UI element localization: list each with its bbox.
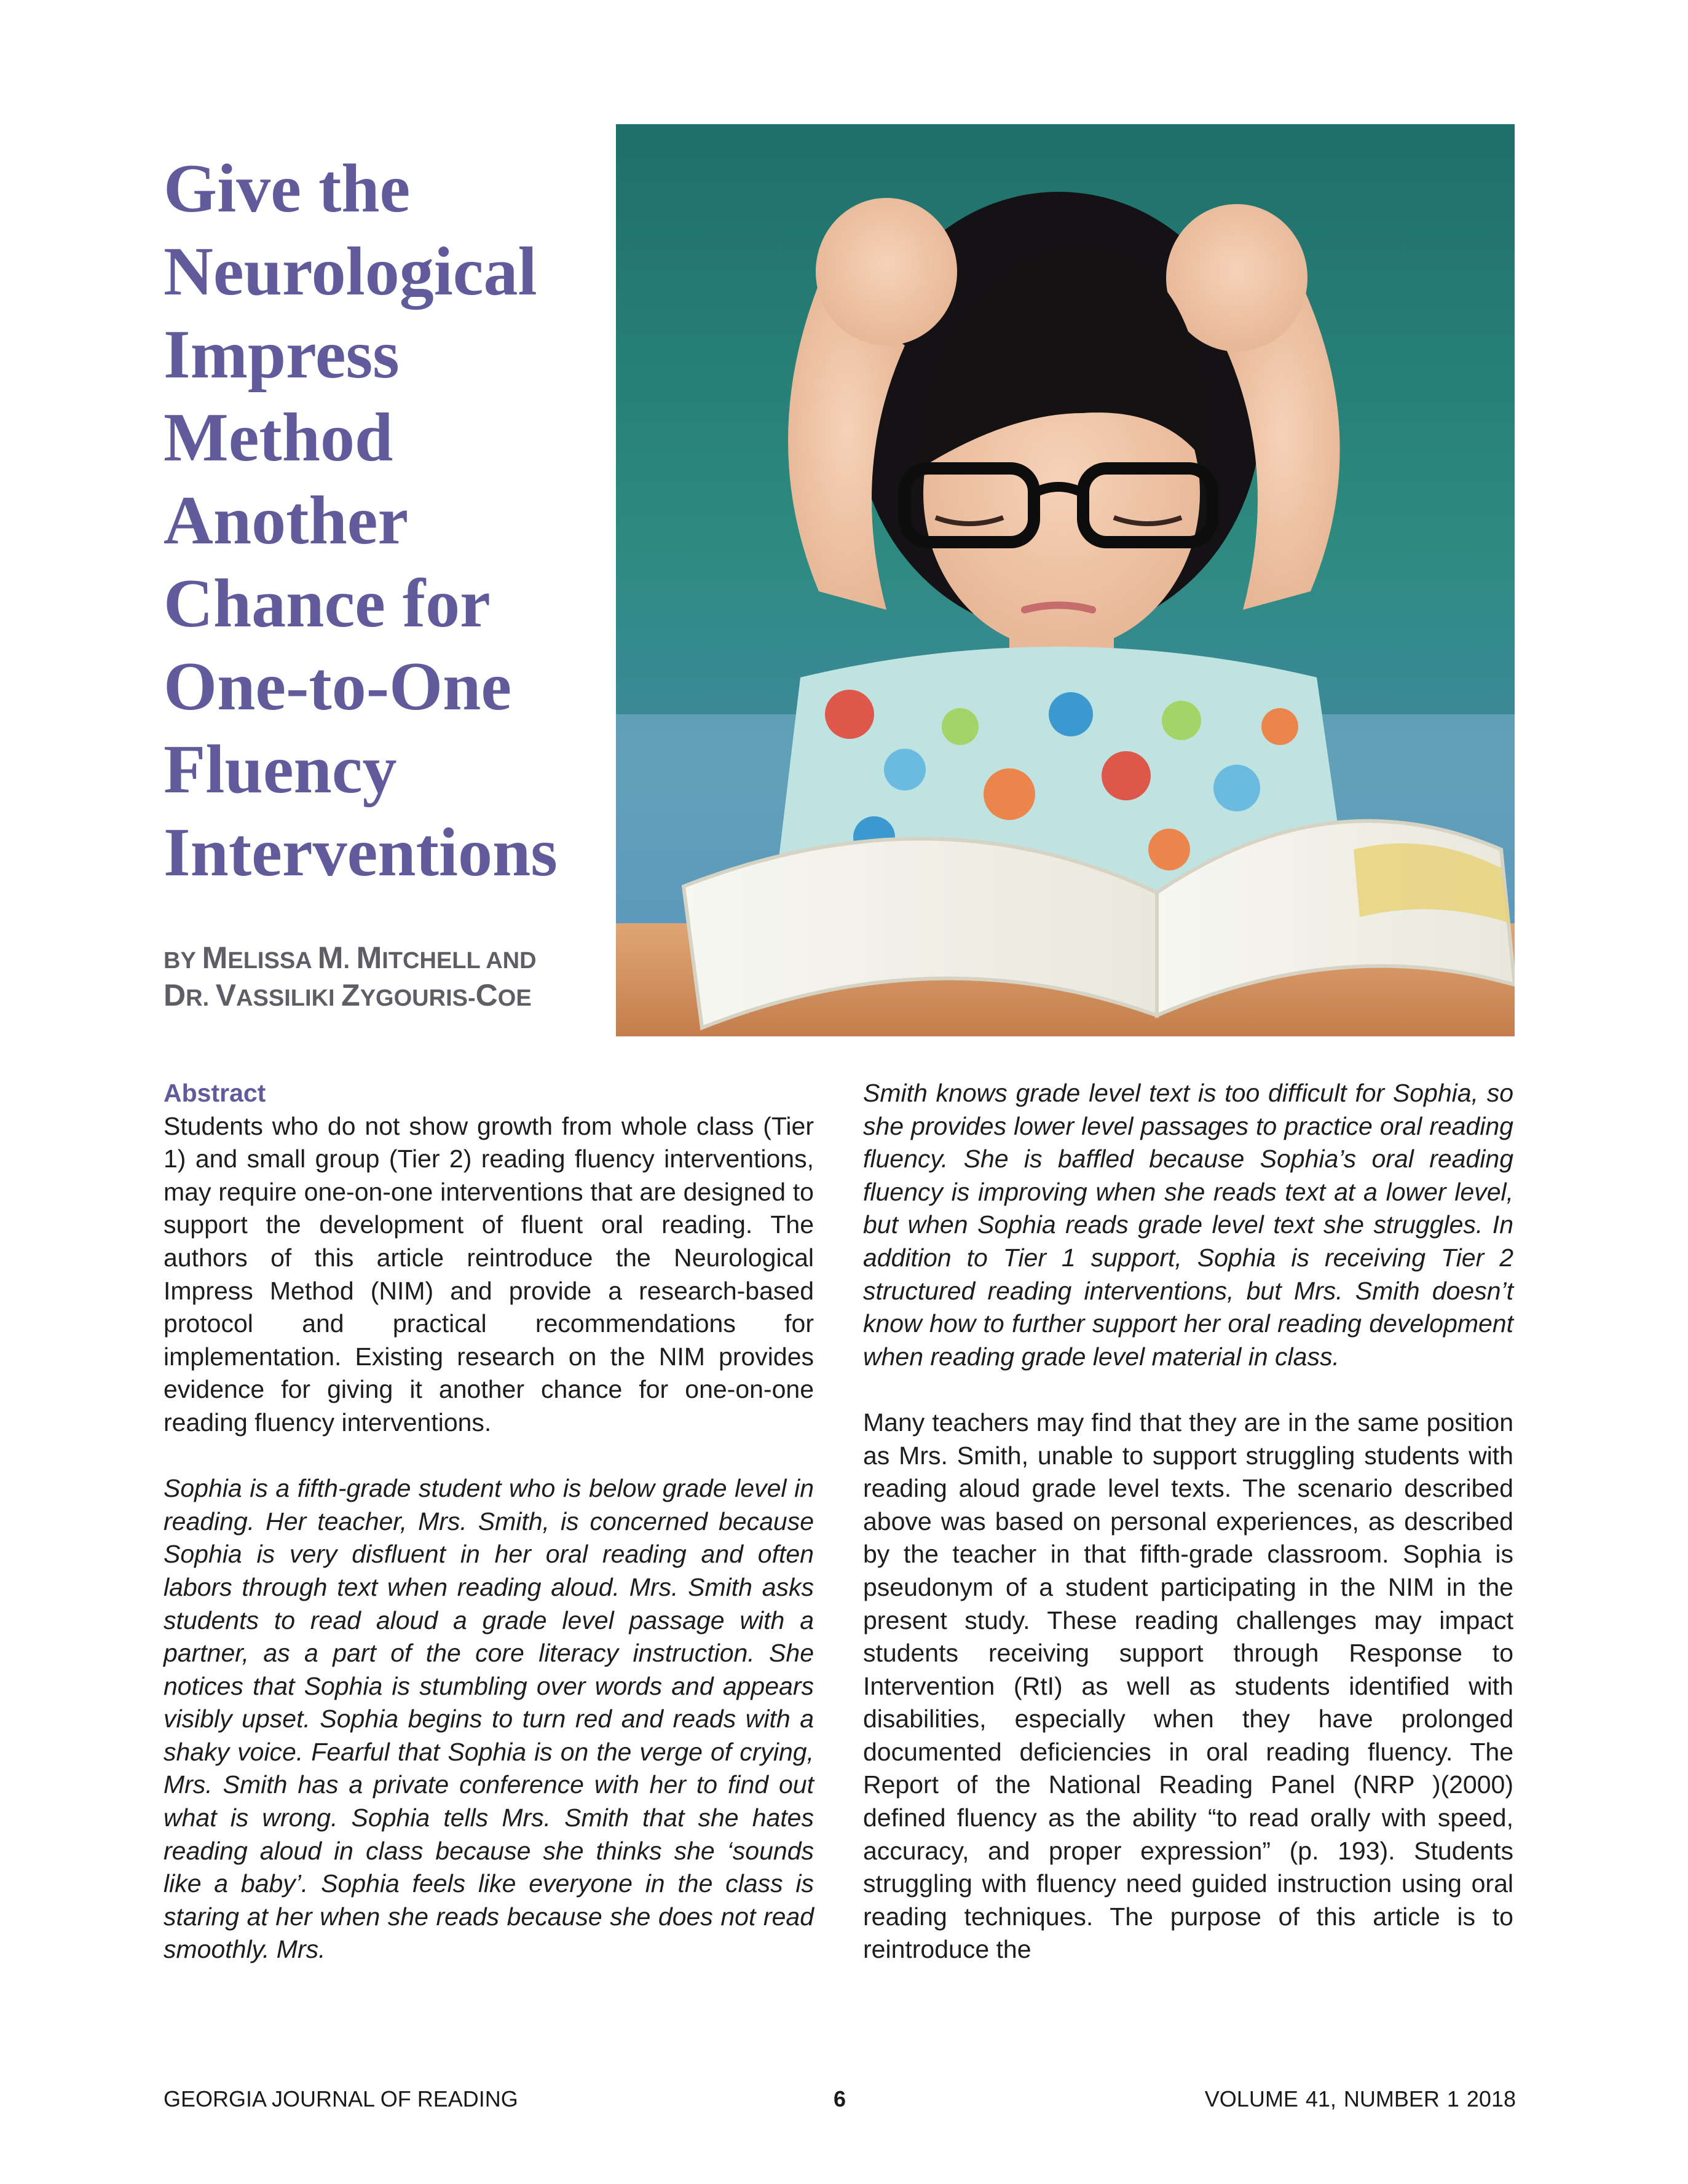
author-byline (164, 940, 631, 1015)
title-line: Method (164, 400, 393, 476)
vignette-paragraph: Sophia is a fifth-grade student who is below grade level in reading. Her teacher, Mrs. Smith, is concerned because Sophia is very disfluent in her oral reading and often labors through text when reading aloud. Mrs. Smith asks students to read aloud a grade level passage with a partner, as a part of the core literacy instruction. She notices that Sophia is stumbling over words and appears visibly upset. Sophia begins to turn red and reads with a shaky voice. Fearful that Sophia is on the verge of crying, Mrs. Smith has a private conference with her to find out what is wrong. Sophia tells Mrs. Smith that she hates reading aloud in class because she thinks she ‘sounds like a baby’. Sophia feels like everyone in the class is staring at her when she reads because she does not read smoothly. Mrs. (164, 1474, 814, 1964)
body-paragraph: Many teachers may find that they are in the same position as Mrs. Smith, unable to support struggling students with reading aloud grade level texts. The scenario described above was based on personal experiences, as described by the teacher in that fifth-grade classroom. Sophia is pseudonym of a student participating in the NIM in the present study. These reading challenges may impact students receiving support through Response to Intervention (RtI) as well as students identified with disabilities, especially when they have prolonged documented deficiencies in oral reading fluency. The Report of the National Reading Panel (NRP )(2000) defined fluency as the ability “to read orally with speed, accuracy, and proper expression” (p. 193). Students struggling with fluency need guided instruction using oral reading techniques. The purpose of this article is to reintroduce the (863, 1408, 1513, 1964)
title-line: Another (164, 483, 409, 559)
title-line: Impress (164, 317, 400, 393)
girl-reading-illustration (616, 124, 1515, 1036)
right-column (863, 1077, 1513, 1966)
article-photo (616, 124, 1515, 1036)
byline-line-1: BY MELISSA M. MITCHELL AND (164, 940, 537, 975)
page-footer (164, 2081, 1516, 2118)
abstract-text: Students who do not show growth from whole class (Tier 1) and small group (Tier 2) reading fluency interventions, may require one-on-one interventions that are designed to support the development of fluent oral reading. The authors of this article reintroduce the Neurological Impress Method (NIM) and provide a research-based protocol and practical recommendations for implementation. Existing research on the NIM provides evidence for giving it another chance for one-on-one reading fluency interventions. (164, 1111, 814, 1437)
title-line: Fluency (164, 731, 397, 808)
article-title (164, 148, 631, 894)
abstract-heading: Abstract (164, 1079, 266, 1107)
journal-name: GEORGIA JOURNAL OF READING (164, 2086, 518, 2111)
title-line: Interventions (164, 814, 558, 891)
title-line: Neurological (164, 234, 537, 310)
title-line: Chance for (164, 566, 491, 642)
vignette-continued: Smith knows grade level text is too difficult for Sophia, so she provides lower level passages to practice oral reading fluency. She is baffled because Sophia’s oral reading fluency is improving when she reads text at a lower level, but when Sophia reads grade level text she struggles. In addition to Tier 1 support, Sophia is receiving Tier 2 structured reading interventions, but Mrs. Smith doesn’t know how to further support her oral reading development when reading grade level material in class. (863, 1079, 1513, 1371)
volume-info: VOLUME 41, NUMBER 1 2018 (1204, 2086, 1516, 2111)
title-line: Give the (164, 151, 411, 227)
byline-line-2: DR. VASSILIKI ZYGOURIS-COE (164, 978, 532, 1012)
left-column (164, 1077, 814, 1966)
page-number: 6 (833, 2086, 846, 2111)
title-line: One-to-One (164, 648, 512, 725)
